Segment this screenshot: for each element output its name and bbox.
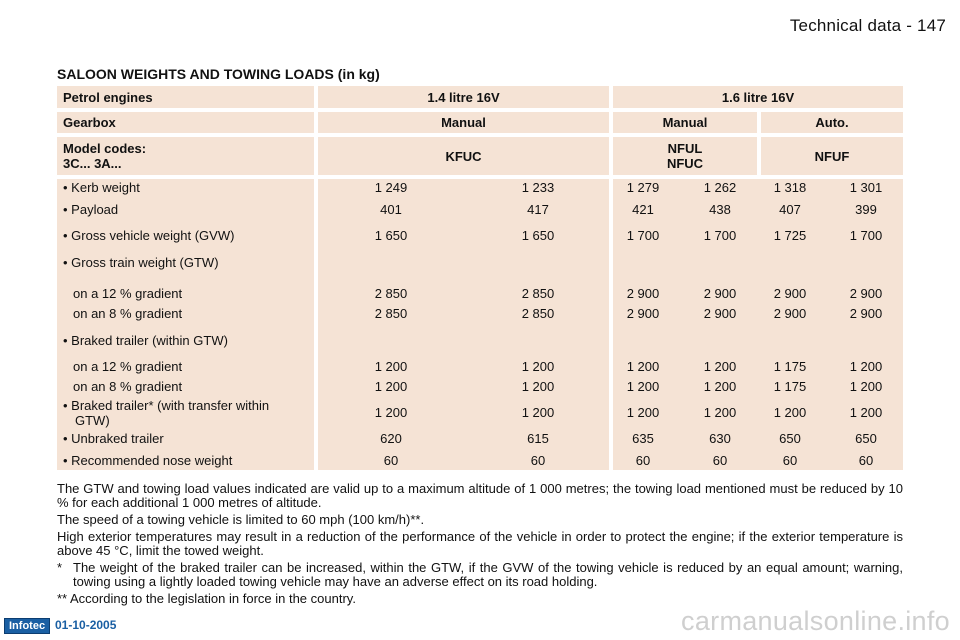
row-label: • Kerb weight xyxy=(63,180,140,195)
section-title: SALOON WEIGHTS AND TOWING LOADS (in kg) xyxy=(57,66,380,82)
row-label: • Gross train weight (GTW) xyxy=(63,255,219,270)
gearbox-header-label: Gearbox xyxy=(57,112,314,133)
footnote-1 xyxy=(57,561,903,589)
row-label: • Unbraked trailer xyxy=(63,431,164,446)
engine-header-label: Petrol engines xyxy=(57,86,314,108)
table-cell-value: 2 900 xyxy=(773,306,807,321)
table-cell-value: 417 xyxy=(527,202,549,217)
model-2-header xyxy=(613,137,757,175)
table-cell-value: 1 700 xyxy=(703,228,737,243)
model-1-header: KFUC xyxy=(318,137,609,175)
table-cell-value: 1 200 xyxy=(773,405,807,420)
engine-2-header: 1.6 litre 16V xyxy=(613,86,903,108)
weights-table xyxy=(57,86,903,470)
table-cell-value: 60 xyxy=(383,453,399,468)
note-temperature: High exterior temperatures may result in a reduction of the performance of the vehicle in order to protect the engine; if the exterior temperature is above 45 °C, limit the towed weight. xyxy=(57,529,903,558)
engine-1-header: 1.4 litre 16V xyxy=(318,86,609,108)
footnote-1-mark: * xyxy=(57,560,63,575)
table-cell-value: 421 xyxy=(632,202,654,217)
table-cell-value: 620 xyxy=(380,431,402,446)
table-cell-value: 2 850 xyxy=(521,286,555,301)
footnote-2: ** According to the legislation in force in the country. xyxy=(57,591,356,606)
table-cell-value: 1 200 xyxy=(703,405,737,420)
table-cell-value: 1 249 xyxy=(374,180,408,195)
table-cell-value: 1 200 xyxy=(703,379,737,394)
row-label: on an 8 % gradient xyxy=(73,379,183,394)
table-cell-value: 399 xyxy=(855,202,877,217)
row-label: on a 12 % gradient xyxy=(73,286,183,301)
row-label xyxy=(63,398,269,428)
model-codes-label-line1: Model codes: xyxy=(63,141,147,156)
table-cell-value: 1 700 xyxy=(849,228,883,243)
row-label: • Braked trailer (within GTW) xyxy=(63,333,228,348)
table-cell-value: 1 200 xyxy=(626,405,660,420)
table-cell-value: 1 200 xyxy=(374,405,408,420)
note-speed: The speed of a towing vehicle is limited to 60 mph (100 km/h)**. xyxy=(57,512,425,527)
table-cell-value: 615 xyxy=(527,431,549,446)
table-cell-value: 650 xyxy=(855,431,877,446)
table-cell-value: 60 xyxy=(530,453,546,468)
table-cell-value: 1 262 xyxy=(703,180,737,195)
footer-date: 01-10-2005 xyxy=(55,618,117,632)
table-cell-value: 1 200 xyxy=(703,359,737,374)
model-3-header: NFUF xyxy=(761,137,903,175)
table-cell-value: 2 900 xyxy=(849,306,883,321)
body-engine-1-column xyxy=(318,179,609,470)
row-label: on an 8 % gradient xyxy=(73,306,183,321)
table-cell-value: 2 900 xyxy=(849,286,883,301)
row-label: • Gross vehicle weight (GVW) xyxy=(63,228,235,243)
table-cell-value: 2 850 xyxy=(374,286,408,301)
row-label-line1: • Braked trailer* (with transfer within xyxy=(63,398,270,413)
gearbox-2-header: Manual xyxy=(613,112,757,133)
row-label: • Recommended nose weight xyxy=(63,453,233,468)
table-cell-value: 1 725 xyxy=(773,228,807,243)
table-cell-value: 2 900 xyxy=(703,286,737,301)
table-cell-value: 60 xyxy=(712,453,728,468)
table-cell-value: 1 650 xyxy=(521,228,555,243)
table-cell-value: 1 233 xyxy=(521,180,555,195)
model-codes-label-line2: 3C... 3A... xyxy=(63,156,122,171)
table-cell-value: 2 850 xyxy=(521,306,555,321)
table-cell-value: 2 900 xyxy=(626,286,660,301)
table-cell-value: 438 xyxy=(709,202,731,217)
table-cell-value: 1 318 xyxy=(773,180,807,195)
table-cell-value: 1 175 xyxy=(773,359,807,374)
table-cell-value: 2 900 xyxy=(773,286,807,301)
watermark: carmanualsonline.info xyxy=(681,606,950,636)
gearbox-1-header: Manual xyxy=(318,112,609,133)
model-2a-code: NFUL xyxy=(667,141,703,156)
table-cell-value: 1 200 xyxy=(849,405,883,420)
table-cell-value: 1 301 xyxy=(849,180,883,195)
table-cell-value: 60 xyxy=(858,453,874,468)
table-cell-value: 1 279 xyxy=(626,180,660,195)
table-cell-value: 1 200 xyxy=(521,405,555,420)
table-cell-value: 1 200 xyxy=(374,379,408,394)
infotec-logo: Infotec xyxy=(4,618,50,634)
table-cell-value: 1 200 xyxy=(521,379,555,394)
table-cell-value: 1 200 xyxy=(626,379,660,394)
table-cell-value: 2 900 xyxy=(703,306,737,321)
table-cell-value: 1 200 xyxy=(374,359,408,374)
table-cell-value: 630 xyxy=(709,431,731,446)
table-cell-value: 2 900 xyxy=(626,306,660,321)
table-cell-value: 1 200 xyxy=(849,359,883,374)
note-altitude: The GTW and towing load values indicated are valid up to a maximum altitude of 1 000 metres; the towing load mentioned must be reduced by 10 % for each additional 1 000 metres of altitude. xyxy=(57,481,903,510)
footnote-1-text: The weight of the braked trailer can be increased, within the GTW, if the GVW of the towing vehicle is reduced by an equal amount; warning, towing using a lightly loaded towing vehicle may have an adverse effect on its road holding. xyxy=(73,560,903,589)
table-cell-value: 650 xyxy=(779,431,801,446)
table-cell-value: 1 200 xyxy=(849,379,883,394)
table-cell-value: 401 xyxy=(380,202,402,217)
model-codes-header-label xyxy=(57,137,314,175)
table-cell-value: 2 850 xyxy=(374,306,408,321)
table-cell-value: 1 700 xyxy=(626,228,660,243)
model-2b-code: NFUC xyxy=(666,156,704,171)
body-engine-2-column xyxy=(613,179,903,470)
table-cell-value: 635 xyxy=(632,431,654,446)
table-cell-value: 407 xyxy=(779,202,801,217)
table-cell-value: 1 200 xyxy=(521,359,555,374)
table-cell-value: 60 xyxy=(782,453,798,468)
table-cell-value: 1 175 xyxy=(773,379,807,394)
notes-section xyxy=(57,482,903,609)
row-label: on a 12 % gradient xyxy=(73,359,183,374)
row-label: • Payload xyxy=(63,202,119,217)
gearbox-3-header: Auto. xyxy=(761,112,903,133)
table-cell-value: 1 200 xyxy=(626,359,660,374)
page-header-title: Technical data - 147 xyxy=(789,16,946,35)
row-label-line2: GTW) xyxy=(75,413,110,428)
table-cell-value: 60 xyxy=(635,453,651,468)
table-cell-value: 1 650 xyxy=(374,228,408,243)
